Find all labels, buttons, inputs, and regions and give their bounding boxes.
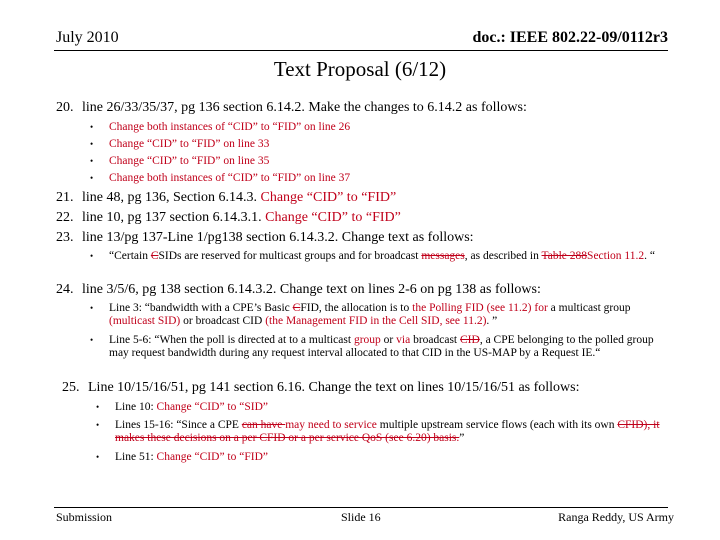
item-25-bullet-1: Line 10: Change “CID” to “SID” — [115, 401, 268, 413]
bullet-icon: • — [90, 156, 94, 166]
item-23-text: line 13/pg 137-Line 1/pg138 section 6.14.3.2. Change text as follows: — [82, 230, 474, 245]
footer-slide-number: Slide 16 — [341, 510, 381, 524]
inserted-text: Change “CID” to “SID” — [156, 401, 268, 413]
item-20-number: 20. — [56, 100, 74, 115]
bullet-icon: • — [90, 173, 94, 183]
inserted-text: group — [353, 334, 381, 346]
deleted-text: C — [150, 250, 159, 262]
inserted-text: the Polling FID (see 11.2) for — [412, 302, 548, 314]
item-20-bullet-2: Change “CID” to “FID” on line 33 — [109, 138, 270, 150]
footer-author: Ranga Reddy, US Army — [558, 510, 674, 524]
item-22-text — [82, 210, 401, 226]
item-25-text: Line 10/15/16/51, pg 141 section 6.16. Change the text on lines 10/15/16/51 as follows: — [88, 380, 580, 395]
deleted-text: can have — [241, 419, 286, 431]
header-doc-id: doc.: IEEE 802.22-09/0112r3 — [472, 29, 668, 46]
item-21-plain: line 48, pg 136, Section 6.14.3. — [82, 190, 261, 205]
deleted-text: C — [292, 302, 301, 314]
item-20-bullet-1: Change both instances of “CID” to “FID” on line 26 — [109, 121, 351, 133]
item-25-bullet-2: Lines 15-16: “Since a CPE can have may need to service multiple upstream service flows (each with its own CFID), it makes these decisions on a per CFID or a per service QoS (see 6.20) basis.” — [115, 419, 660, 444]
inserted-text: (multicast SID) — [109, 315, 181, 327]
item-22-number: 22. — [56, 210, 74, 225]
deleted-text: CFID), it makes these decisions on a per CFID or a per service QoS (see 6.20) basis. — [115, 419, 660, 444]
item-21-change: Change “CID” to “FID” — [260, 190, 397, 205]
deleted-text: Table 288 — [541, 250, 588, 262]
item-23-number: 23. — [56, 230, 74, 245]
deleted-text: CID — [460, 334, 480, 346]
slide-title: Text Proposal (6/12) — [273, 57, 447, 81]
deleted-text: messages — [421, 250, 465, 262]
item-20-bullet-4: Change both instances of “CID” to “FID” on line 37 — [109, 172, 351, 184]
item-25-number: 25. — [62, 380, 80, 395]
bullet-icon: • — [90, 335, 94, 345]
inserted-text: may need to service — [285, 419, 377, 431]
bullet-icon: • — [96, 402, 100, 412]
inserted-text: Section 11.2 — [587, 250, 645, 262]
item-20-text: line 26/33/35/37, pg 136 section 6.14.2. Make the changes to 6.14.2 as follows: — [82, 100, 527, 115]
bullet-icon: • — [90, 303, 94, 313]
item-20-bullet-3: Change “CID” to “FID” on line 35 — [109, 155, 270, 167]
item-24-bullet-1: Line 3: “bandwidth with a CPE’s Basic CFID, the allocation is to the Polling FID (see 11.2) for a multicast group (multicast SID) or broadcast CID (the Management FID in the Cell SID, see 11.2). ” — [109, 302, 631, 327]
header-divider — [54, 50, 668, 51]
item-22-plain: line 10, pg 137 section 6.14.3.1. — [82, 210, 266, 225]
bullet-icon: • — [90, 251, 94, 261]
header-date: July 2010 — [56, 29, 119, 46]
bullet-icon: • — [96, 452, 100, 462]
item-25-bullet-3: Line 51: Change “CID” to “FID” — [115, 451, 268, 463]
item-24-number: 24. — [56, 282, 74, 297]
item-22-change: Change “CID” to “FID” — [265, 210, 401, 225]
bullet-icon: • — [90, 139, 94, 149]
item-24-text: line 3/5/6, pg 138 section 6.14.3.2. Change text on lines 2-6 on pg 138 as follows: — [82, 282, 541, 297]
item-21-number: 21. — [56, 190, 74, 205]
inserted-text: via — [396, 334, 411, 346]
footer-divider — [54, 507, 668, 508]
inserted-text: Change “CID” to “FID” — [156, 451, 268, 463]
item-23-bullet: “Certain CSIDs are reserved for multicast groups and for broadcast messages, as described in Table 288Section 11.2. “ — [109, 250, 655, 262]
footer-submission: Submission — [56, 510, 113, 524]
item-24-bullet-2: Line 5-6: “When the poll is directed at to a multicast group or via broadcast CID, a CPE belonging to the polled group may request bandwidth during any request interval allocated to that CID in the US-MAP by a Request IE.“ — [109, 334, 654, 359]
bullet-icon: • — [90, 122, 94, 132]
bullet-icon: • — [96, 420, 100, 430]
item-21-text — [82, 190, 396, 206]
inserted-text: (the Management FID in the Cell SID, see 11.2) — [265, 315, 487, 327]
